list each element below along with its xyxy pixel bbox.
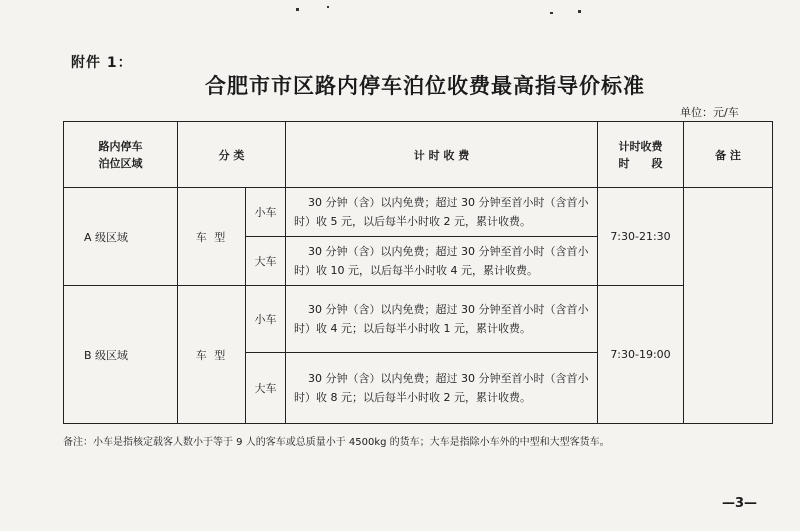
scan-speck bbox=[296, 8, 299, 11]
annex-label: 附件 1： bbox=[71, 55, 133, 71]
size-b-small: 小车 bbox=[246, 286, 286, 353]
size-a-small: 小车 bbox=[246, 188, 286, 237]
header-remark: 备 注 bbox=[684, 122, 773, 188]
fee-a-large: 30 分钟（含）以内免费；超过 30 分钟至首小时（含首小时）收 10 元，以后每半小时收 4 元，累计收费。 bbox=[286, 237, 598, 286]
table-header-row bbox=[64, 122, 773, 188]
area-b: B 级区域 bbox=[64, 286, 178, 424]
remark-cell bbox=[684, 188, 773, 424]
page-number: —3— bbox=[722, 496, 758, 511]
time-b: 7:30-19:00 bbox=[598, 286, 684, 424]
table-row bbox=[64, 286, 773, 353]
time-a: 7:30-21:30 bbox=[598, 188, 684, 286]
scan-speck bbox=[578, 10, 581, 13]
header-category: 分 类 bbox=[178, 122, 286, 188]
unit-label: 单位：元/车 bbox=[680, 106, 739, 119]
page-title: 合肥市市区路内停车泊位收费最高指导价标准 bbox=[205, 74, 645, 98]
fee-table bbox=[63, 121, 773, 424]
scan-speck bbox=[550, 12, 553, 14]
scan-speck bbox=[327, 6, 329, 8]
fee-a-small: 30 分钟（含）以内免费；超过 30 分钟至首小时（含首小时）收 5 元，以后每半小时收 2 元，累计收费。 bbox=[286, 188, 598, 237]
table-row bbox=[64, 188, 773, 237]
fee-b-large: 30 分钟（含）以内免费；超过 30 分钟至首小时（含首小时）收 8 元；以后每半小时收 2 元，累计收费。 bbox=[286, 353, 598, 424]
footnote: 备注：小车是指核定载客人数小于等于 9 人的客车或总质量小于 4500kg 的货车；大车是指除小车外的中型和大型客货车。 bbox=[63, 437, 610, 448]
vehicle-type-a: 车 型 bbox=[178, 188, 246, 286]
vehicle-type-b: 车 型 bbox=[178, 286, 246, 424]
size-a-large: 大车 bbox=[246, 237, 286, 286]
header-fee: 计 时 收 费 bbox=[286, 122, 598, 188]
header-area: 路内停车 泊位区域 bbox=[64, 122, 178, 188]
header-time: 计时收费 时 段 bbox=[598, 122, 684, 188]
size-b-large: 大车 bbox=[246, 353, 286, 424]
fee-b-small: 30 分钟（含）以内免费；超过 30 分钟至首小时（含首小时）收 4 元；以后每半小时收 1 元，累计收费。 bbox=[286, 286, 598, 353]
area-a: A 级区域 bbox=[64, 188, 178, 286]
